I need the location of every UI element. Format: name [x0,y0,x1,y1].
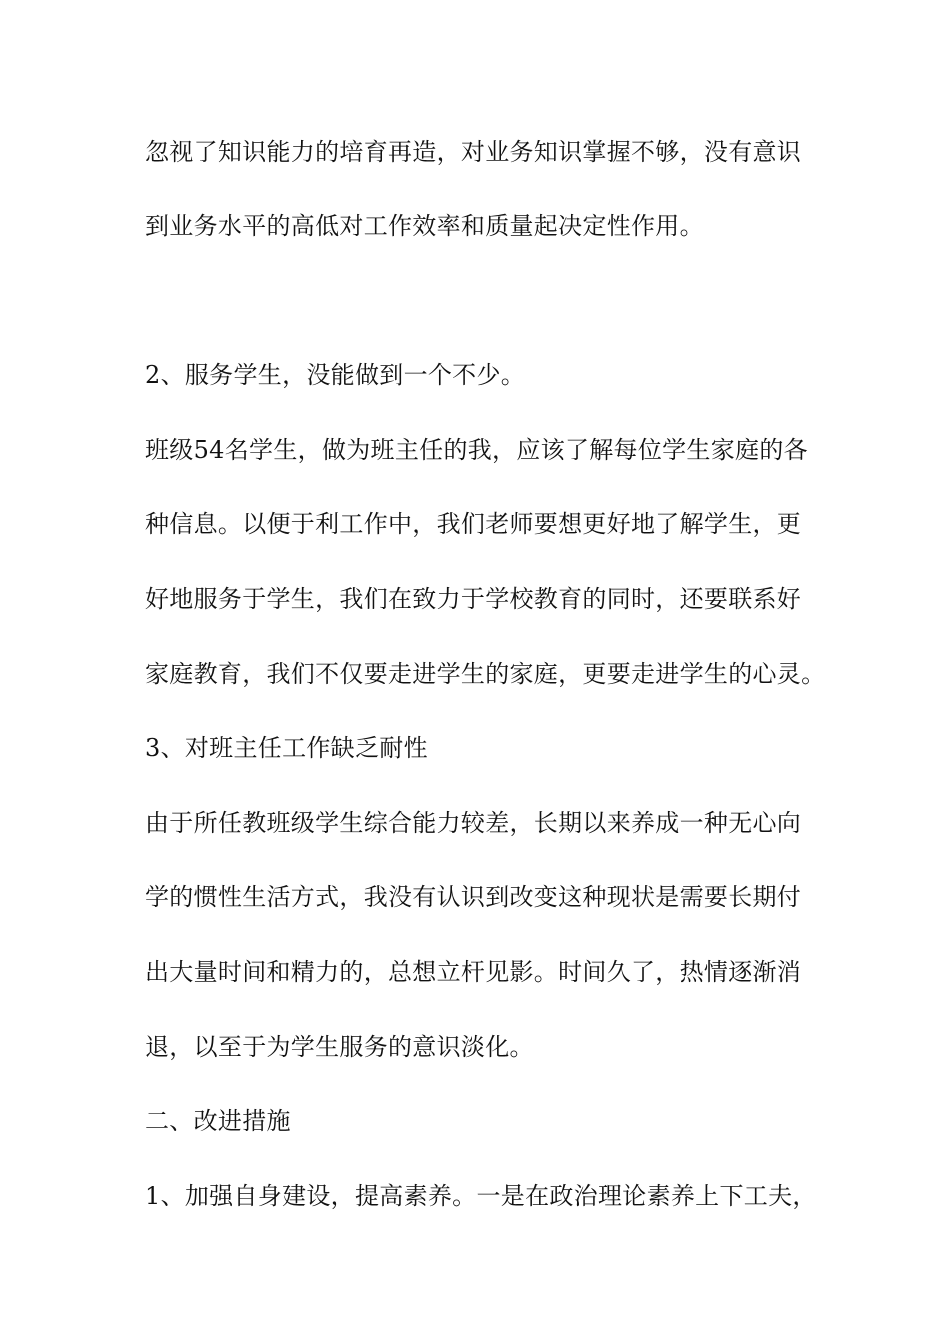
text-line: 到业务水平的高低对工作效率和质量起决定性作用。 [145,212,704,240]
section-heading: 3、对班主任工作缺乏耐性 [145,734,428,762]
text-line: 出大量时间和精力的，总想立杆见影。时间久了，热情逐渐消 [145,958,802,986]
text-line: 家庭教育，我们不仅要走进学生的家庭，更要走进学生的心灵。 [145,660,826,688]
text-line: 种信息。以便于利工作中，我们老师要想更好地了解学生，更 [145,510,802,538]
section-heading: 2、服务学生，没能做到一个不少。 [145,361,526,389]
text-line: 由于所任教班级学生综合能力较差，长期以来养成一种无心向 [145,809,802,837]
text-line: 1、加强自身建设，提高素养。一是在政治理论素养上下工夫， [145,1182,817,1210]
text-line: 好地服务于学生，我们在致力于学校教育的同时，还要联系好 [145,585,802,613]
text-line: 忽视了知识能力的培育再造，对业务知识掌握不够，没有意识 [145,138,802,166]
text-line: 学的惯性生活方式，我没有认识到改变这种现状是需要长期付 [145,883,802,911]
text-line: 班级54名学生，做为班主任的我，应该了解每位学生家庭的各 [145,436,808,464]
section-heading: 二、改进措施 [145,1107,291,1135]
text-line: 退，以至于为学生服务的意识淡化。 [145,1033,534,1061]
